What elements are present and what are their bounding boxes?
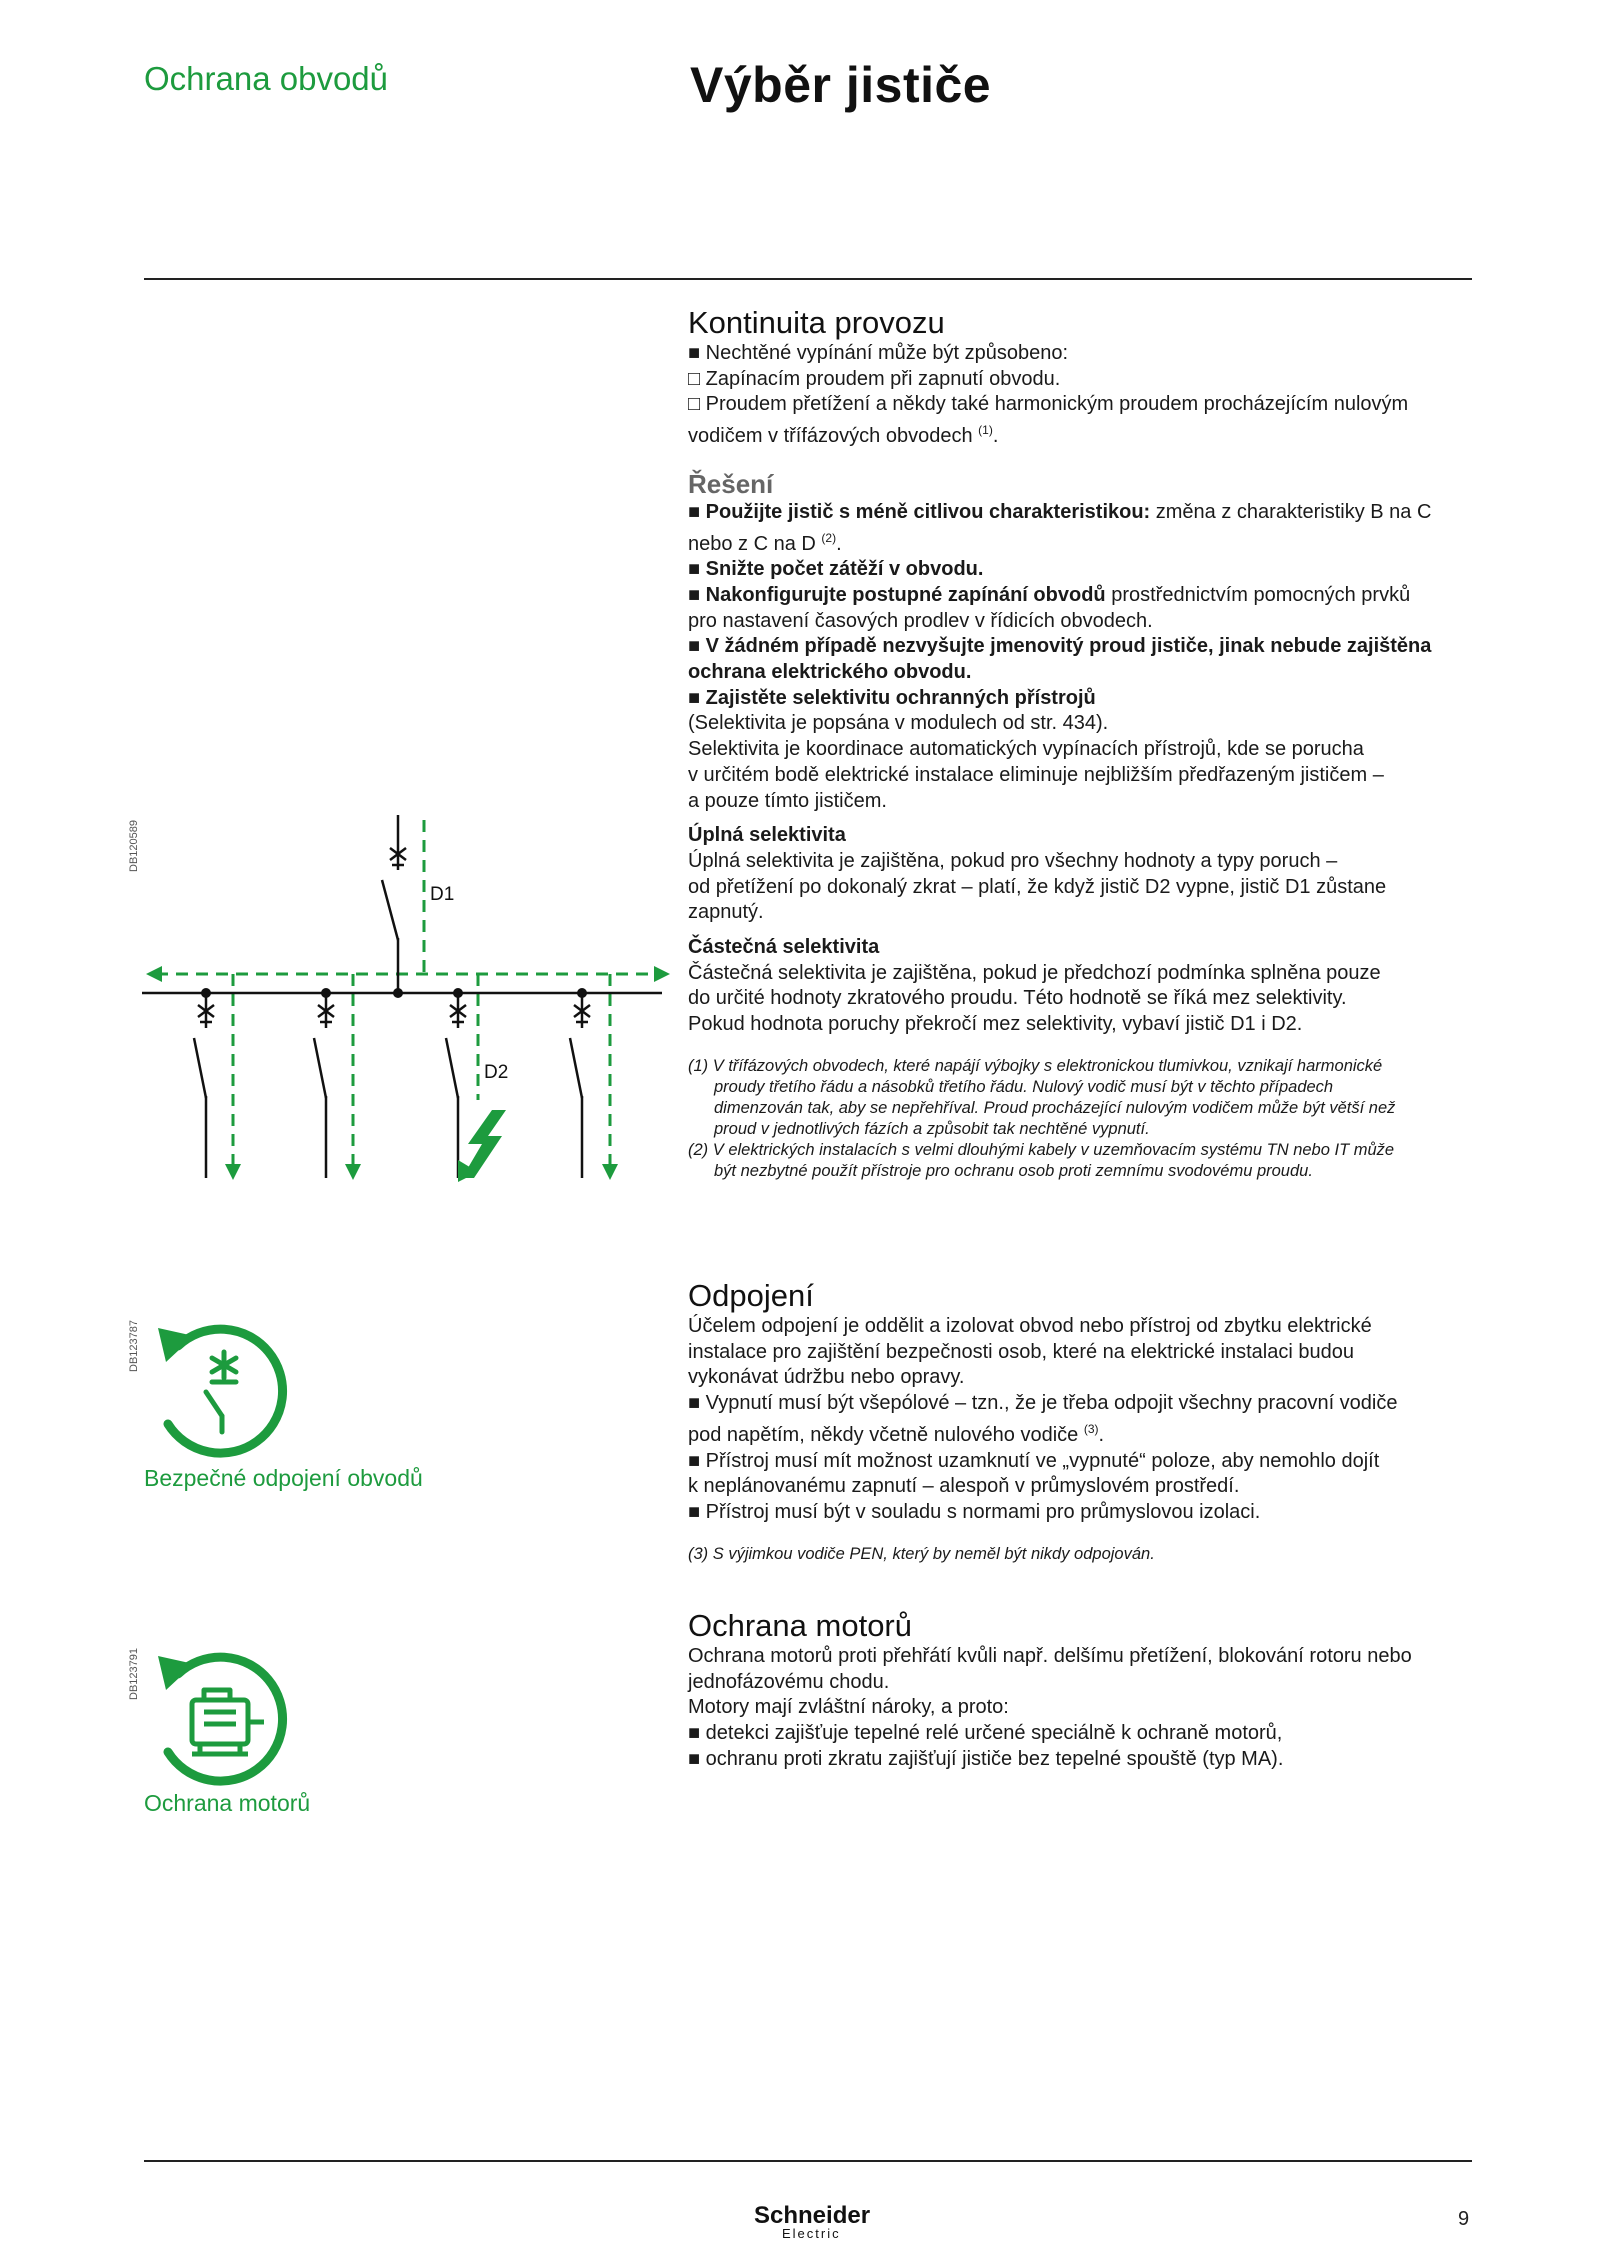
icon-caption: Ochrana motorů <box>144 1790 311 1816</box>
solution-item-text: a pouze tímto jističem. <box>688 789 887 812</box>
arrow-heads <box>146 966 670 1180</box>
schneider-logo-sub: Electric <box>782 2226 841 2241</box>
disconnection-text: k neplánovanému zapnutí – alespoň v průmyslovém prostředí. <box>688 1475 1240 1498</box>
footnote-2-cont: být nezbytné použít přístroje pro ochranu osob proti zemnímu svodovému proudu. <box>714 1161 1313 1180</box>
full-selectivity-text: zapnutý. <box>688 901 764 924</box>
footnote-1: (1) V třífázových obvodech, které napájí výbojky s elektronickou tlumivkou, vznikají harmonické <box>688 1056 1383 1075</box>
motor-text: jednofázovému chodu. <box>688 1670 890 1693</box>
footnote-ref: (2) <box>821 530 837 545</box>
disconnection-text: ■ Přístroj musí být v souladu s normami pro průmyslovou izolaci. <box>688 1500 1261 1523</box>
continuity-line: ■ Nechtěné vypínání může být způsobeno: <box>688 342 1069 364</box>
solution-item-text: Selektivita je koordinace automatických vypínacích přístrojů, kde se porucha <box>688 738 1364 761</box>
solution-item-text: (Selektivita je popsána v modulech od str. 434). <box>688 712 1109 735</box>
footer-divider <box>144 2160 1472 2162</box>
full-selectivity-text: od přetížení po dokonalý zkrat – platí, že když jistič D2 vypne, jistič D1 zůstane <box>688 875 1387 898</box>
footnote-ref: (1) <box>978 423 993 438</box>
disconnection-text-part: pod napětím, někdy včetně nulového vodiče <box>688 1423 1079 1446</box>
solution-item-text: prostřednictvím pomocných prvků <box>1105 583 1411 606</box>
partial-selectivity-text: do určité hodnoty zkratového proudu. Této hodnotě se říká mez selektivity. <box>688 987 1347 1010</box>
solution-item-bold: ■ Snižte počet zátěží v obvodu. <box>688 558 984 581</box>
solution-item <box>688 526 1478 558</box>
footnotes <box>688 1056 1478 1182</box>
solution-item-bold: ■ Použijte jistič s méně citlivou charakteristikou: <box>688 500 1151 523</box>
full-selectivity-heading: Úplná selektivita <box>688 824 846 847</box>
solution-item <box>688 500 1478 526</box>
page-number: 9 <box>1458 2208 1470 2230</box>
continuity-section <box>688 305 1478 1182</box>
disconnection-text <box>688 1417 1478 1449</box>
icon-caption: Bezpečné odpojení obvodů <box>144 1465 423 1491</box>
footnote-1-cont: proud v jednotlivých fázích a způsobit tak nechtěné vypnutí. <box>714 1119 1150 1138</box>
continuity-end: . <box>992 425 999 448</box>
motor-text: Ochrana motorů proti přehřátí kvůli např. delšímu přetížení, blokování rotoru nebo <box>688 1645 1412 1667</box>
solution-item-bold: ■ Nakonfigurujte postupné zapínání obvodů <box>688 583 1106 606</box>
solution-item-end: . <box>836 532 842 555</box>
figure-code: DB120589 <box>128 820 140 872</box>
selectivity-diagram <box>140 800 680 1190</box>
solution-item-bold: ochrana elektrického obvodu. <box>688 661 972 684</box>
icon-code: DB123791 <box>128 1648 140 1700</box>
disconnection-text: instalace pro zajištění bezpečnosti osob, které na elektrické instalaci budou <box>688 1340 1354 1363</box>
header-divider <box>144 278 1472 280</box>
solution-item-text: nebo z C na D <box>688 532 816 555</box>
footnote-3: (3) S výjimkou vodiče PEN, který by neměl být nikdy odpojován. <box>688 1544 1155 1563</box>
continuity-text: vodičem v třífázových obvodech <box>688 425 973 448</box>
motor-heading: Ochrana motorů <box>688 1608 912 1643</box>
disconnection-heading: Odpojení <box>688 1278 814 1313</box>
continuity-line <box>688 418 1478 450</box>
breaker-label-d2: D2 <box>484 1062 509 1083</box>
solution-item-text: pro nastavení časových prodlev v řídicích obvodech. <box>688 609 1153 632</box>
footnote-1-cont: proudy třetího řádu a násobků třetího řádu. Nulový vodič musí být v těchto případech <box>714 1077 1334 1096</box>
solution-item-text: změna z charakteristiky B na C <box>1150 500 1432 523</box>
page-title: Výběr jističe <box>690 57 992 113</box>
disconnection-text: ■ Přístroj musí mít možnost uzamknutí ve „vypnuté“ poloze, aby nemohlo dojít <box>688 1449 1380 1472</box>
motor-protection-icon <box>144 1640 294 1790</box>
solution-item-bold: ■ V žádném případě nezvyšujte jmenovitý proud jističe, jinak nebude zajištěna <box>688 635 1432 658</box>
continuity-heading: Kontinuita provozu <box>688 305 945 340</box>
disconnection-text: ■ Vypnutí musí být všepólové – tzn., že je třeba odpojit všechny pracovní vodiče <box>688 1392 1398 1415</box>
continuity-line: □ Proudem přetížení a někdy také harmonickým proudem procházejícím nulovým <box>688 393 1409 416</box>
disconnection-text: Účelem odpojení je oddělit a izolovat obvod nebo přístroj od zbytku elektrické <box>688 1315 1372 1337</box>
continuity-line: □ Zapínacím proudem při zapnutí obvodu. <box>688 367 1061 390</box>
footnote-1-cont: dimenzován tak, aby se nepřehříval. Proud procházející nulovým vodičem může být větší než <box>714 1098 1396 1117</box>
disconnection-section <box>688 1278 1478 1565</box>
section-label: Ochrana obvodů <box>144 60 389 97</box>
icon-code: DB123787 <box>128 1320 140 1372</box>
solution-item-bold: ■ Zajistěte selektivitu ochranných přístrojů <box>688 686 1096 709</box>
solution-item-text: v určitém bodě elektrické instalace eliminuje nejbližším předřazeným jističem – <box>688 763 1384 786</box>
full-selectivity-text: Úplná selektivita je zajištěna, pokud pro všechny hodnoty a typy poruch – <box>688 849 1338 872</box>
partial-selectivity-text: Částečná selektivita je zajištěna, pokud je předchozí podmínka splněna pouze <box>688 961 1381 984</box>
motor-text: ■ detekci zajišťuje tepelné relé určené speciálně k ochraně motorů, <box>688 1722 1283 1745</box>
partial-selectivity-heading: Částečná selektivita <box>688 936 880 959</box>
solution-heading: Řešení <box>688 468 774 499</box>
schneider-logo: Schneider <box>754 2202 871 2229</box>
motor-text: Motory mají zvláštní nároky, a proto: <box>688 1696 1009 1719</box>
disconnection-text: vykonávat údržbu nebo opravy. <box>688 1366 965 1389</box>
safe-disconnection-icon <box>144 1312 294 1462</box>
disconnection-text-end: . <box>1098 1423 1105 1446</box>
motor-text: ■ ochranu proti zkratu zajišťují jističe bez tepelné spouště (typ MA). <box>688 1747 1284 1770</box>
footnote-ref: (3) <box>1083 1421 1099 1436</box>
motor-section <box>688 1608 1478 1773</box>
breaker-label-d1: D1 <box>430 884 455 905</box>
footnote-2: (2) V elektrických instalacích s velmi dlouhými kabely v uzemňovacím systému TN nebo IT může <box>688 1140 1395 1159</box>
partial-selectivity-text: Pokud hodnota poruchy překročí mez selektivity, vybaví jistič D1 i D2. <box>688 1013 1303 1036</box>
